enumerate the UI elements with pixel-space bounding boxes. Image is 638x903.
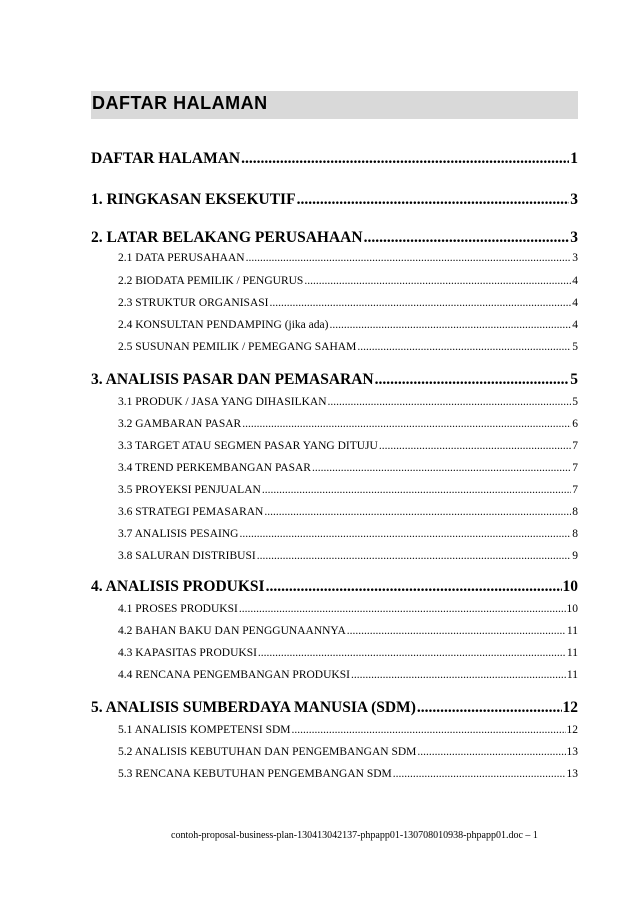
toc-dot-leader: [393, 768, 566, 780]
toc-dot-leader: [264, 506, 571, 518]
toc-dot-leader: [364, 229, 570, 247]
toc-dot-leader: [417, 746, 565, 758]
toc-entry-label: 4.3 KAPASITAS PRODUKSI: [118, 647, 257, 659]
toc-page-number: 9: [572, 550, 578, 562]
toc-page-number: 12: [566, 724, 578, 736]
toc-entry-label: 3.4 TREND PERKEMBANGAN PASAR: [118, 462, 311, 474]
toc-section-entry[interactable]: [91, 150, 578, 168]
toc-entry-label: 3.5 PROYEKSI PENJUALAN: [118, 484, 261, 496]
toc-page-number: 13: [566, 768, 578, 780]
toc-entry-label: 5.1 ANALISIS KOMPETENSI SDM: [118, 724, 291, 736]
toc-entry-label: 3.7 ANALISIS PESAING: [118, 528, 239, 540]
toc-subsection-entry[interactable]: [118, 319, 578, 331]
toc-entry-label: 2.5 SUSUNAN PEMILIK / PEMEGANG SAHAM: [118, 341, 357, 353]
toc-page-number: 4: [572, 297, 578, 309]
toc-subsection-entry[interactable]: [118, 341, 578, 353]
toc-page-number: 8: [572, 528, 578, 540]
toc-page-number: 3: [570, 191, 578, 208]
toc-entry-label: 5.2 ANALISIS KEBUTUHAN DAN PENGEMBANGAN SDM: [118, 746, 417, 758]
toc-dot-leader: [375, 371, 570, 389]
toc-subsection-entry[interactable]: [118, 550, 578, 562]
toc-entry-label: 3.1 PRODUK / JASA YANG DIHASILKAN: [118, 396, 327, 408]
toc-page-number: 4: [572, 275, 578, 287]
toc-subsection-entry[interactable]: [118, 462, 578, 474]
toc-dot-leader: [328, 396, 572, 408]
toc-page-number: 7: [572, 484, 578, 496]
toc-subsection-entry[interactable]: [118, 746, 578, 758]
toc-dot-leader: [257, 550, 572, 562]
toc-dot-leader: [347, 625, 566, 637]
toc-page-number: 6: [572, 418, 578, 430]
toc-subsection-entry[interactable]: [118, 768, 578, 780]
toc-subsection-entry[interactable]: [118, 625, 578, 637]
toc-dot-leader: [239, 528, 571, 540]
toc-entry-label: 1. RINGKASAN EKSEKUTIF: [91, 191, 296, 208]
toc-page-number: 3: [570, 229, 578, 246]
toc-dot-leader: [379, 440, 571, 452]
toc-dot-leader: [417, 699, 562, 717]
toc-dot-leader: [329, 319, 571, 331]
toc-entry-label: DAFTAR HALAMAN: [91, 150, 241, 167]
toc-entry-label: 3.3 TARGET ATAU SEGMEN PASAR YANG DITUJU: [118, 440, 378, 452]
toc-subsection-entry[interactable]: [118, 297, 578, 309]
toc-page-number: 5: [570, 371, 578, 388]
toc-page-number: 7: [572, 440, 578, 452]
toc-entry-label: 4.1 PROSES PRODUKSI: [118, 603, 238, 615]
toc-page-number: 11: [566, 647, 578, 659]
toc-entry-label: 4.4 RENCANA PENGEMBANGAN PRODUKSI: [118, 669, 350, 681]
toc-entry-label: 2.4 KONSULTAN PENDAMPING (jika ada): [118, 319, 329, 331]
toc-entry-label: 3. ANALISIS PASAR DAN PEMASARAN: [91, 371, 374, 388]
toc-subsection-entry[interactable]: [118, 528, 578, 540]
toc-entry-label: 3.8 SALURAN DISTRIBUSI: [118, 550, 256, 562]
toc-entry-label: 5. ANALISIS SUMBERDAYA MANUSIA (SDM): [91, 699, 416, 716]
toc-entry-label: 3.2 GAMBARAN PASAR: [118, 418, 242, 430]
toc-dot-leader: [262, 484, 571, 496]
toc-subsection-entry[interactable]: [118, 418, 578, 430]
toc-dot-leader: [239, 603, 566, 615]
toc-entry-label: 4.2 BAHAN BAKU DAN PENGGUNAANNYA: [118, 625, 346, 637]
toc-section-entry[interactable]: [91, 371, 578, 389]
toc-subsection-entry[interactable]: [118, 275, 578, 287]
toc-subsection-entry[interactable]: [118, 669, 578, 681]
toc-page-number: 5: [572, 396, 578, 408]
toc-entry-label: 4. ANALISIS PRODUKSI: [91, 578, 265, 595]
toc-dot-leader: [241, 150, 569, 168]
toc-entry-label: 5.3 RENCANA KEBUTUHAN PENGEMBANGAN SDM: [118, 768, 392, 780]
toc-page-number: 10: [562, 578, 578, 595]
toc-page-number: 7: [572, 462, 578, 474]
toc-page-number: 13: [566, 746, 578, 758]
toc-entry-label: 2.3 STRUKTUR ORGANISASI: [118, 297, 269, 309]
toc-dot-leader: [292, 724, 566, 736]
toc-subsection-entry[interactable]: [118, 724, 578, 736]
toc-subsection-entry[interactable]: [118, 252, 578, 264]
toc-entry-label: 2.2 BIODATA PEMILIK / PENGURUS: [118, 275, 304, 287]
toc-subsection-entry[interactable]: [118, 506, 578, 518]
toc-page-number: 11: [566, 625, 578, 637]
page-footer: contoh-proposal-business-plan-130413042137-phpapp01-130708010938-phpapp01.doc – 1: [171, 830, 538, 841]
toc-page-number: 1: [570, 150, 578, 167]
toc-dot-leader: [304, 275, 571, 287]
toc-section-entry[interactable]: [91, 229, 578, 247]
toc-page-number: 11: [566, 669, 578, 681]
toc-subsection-entry[interactable]: [118, 647, 578, 659]
toc-entry-label: 2. LATAR BELAKANG PERUSAHAAN: [91, 229, 363, 246]
toc-dot-leader: [242, 418, 571, 430]
toc-page-number: 8: [572, 506, 578, 518]
toc-subsection-entry[interactable]: [118, 440, 578, 452]
toc-page-number: 12: [562, 699, 578, 716]
toc-dot-leader: [297, 191, 570, 209]
toc-subsection-entry[interactable]: [118, 484, 578, 496]
toc-page-number: 10: [566, 603, 578, 615]
toc-section-entry[interactable]: [91, 191, 578, 209]
toc-entry-label: 2.1 DATA PERUSAHAAN: [118, 252, 245, 264]
toc-dot-leader: [351, 669, 566, 681]
toc-dot-leader: [246, 252, 572, 264]
toc-dot-leader: [269, 297, 571, 309]
toc-section-entry[interactable]: [91, 578, 578, 596]
page-heading: DAFTAR HALAMAN: [92, 93, 268, 113]
toc-subsection-entry[interactable]: [118, 603, 578, 615]
toc-page-number: 4: [572, 319, 578, 331]
toc-page-number: 3: [572, 252, 578, 264]
toc-dot-leader: [312, 462, 571, 474]
toc-section-entry[interactable]: [91, 699, 578, 717]
toc-dot-leader: [258, 647, 566, 659]
toc-entry-label: 3.6 STRATEGI PEMASARAN: [118, 506, 264, 518]
toc-page-number: 5: [572, 341, 578, 353]
toc-dot-leader: [266, 578, 562, 596]
toc-dot-leader: [357, 341, 571, 353]
toc-subsection-entry[interactable]: [118, 396, 578, 408]
